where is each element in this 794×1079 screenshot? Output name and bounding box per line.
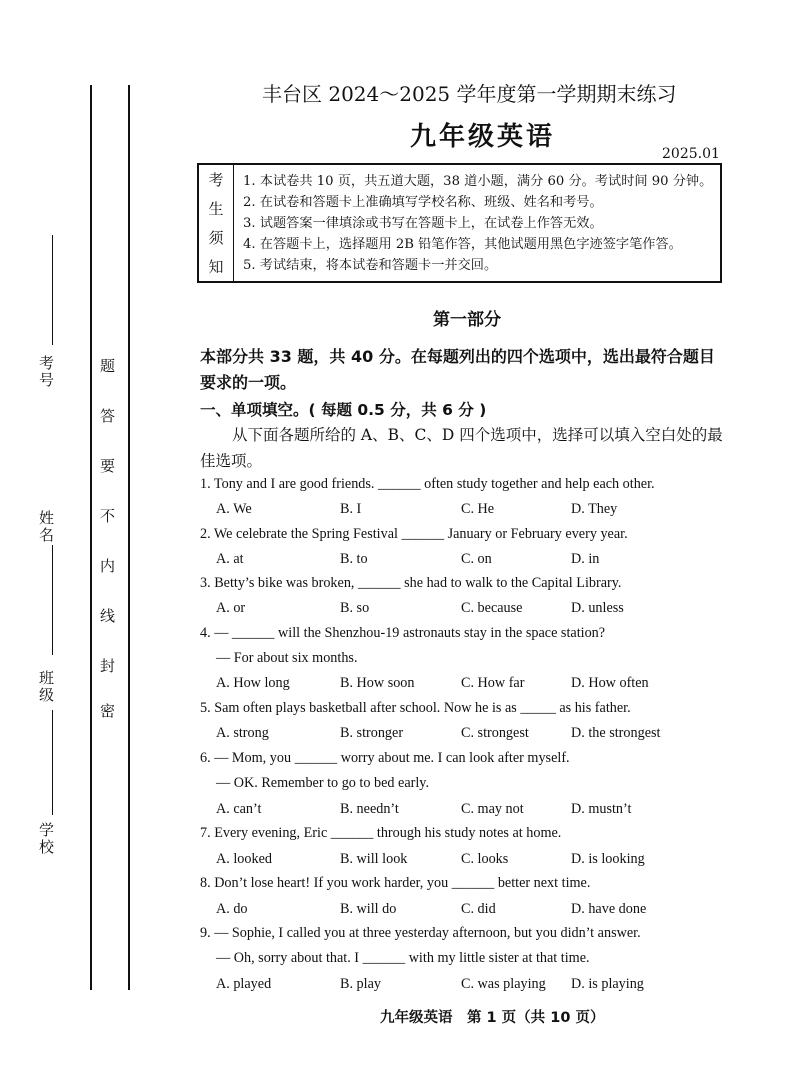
answer-option: C. How far xyxy=(461,675,525,691)
answer-option: B. to xyxy=(340,551,368,567)
notice-heading-char: 考 xyxy=(208,171,224,189)
notice-heading-char: 知 xyxy=(208,258,224,276)
notice-items xyxy=(243,171,712,276)
seal-char: 题 xyxy=(100,357,116,375)
seal-char: 不 xyxy=(100,507,116,525)
answer-option: A. played xyxy=(216,976,272,992)
question-line: 5. Sam often plays basketball after school. Now he is as _____ as his father. xyxy=(200,700,631,716)
answer-option: C. was playing xyxy=(461,976,546,992)
answer-option: C. because xyxy=(461,600,523,616)
question-line: 2. We celebrate the Spring Festival ______ January or February every year. xyxy=(200,526,628,542)
notice-item: 1. 本试卷共 10 页，共五道大题，38 道小题，满分 60 分。考试时间 90 分钟。 xyxy=(243,174,713,189)
question-line: 6. — Mom, you ______ worry about me. I can look after myself. xyxy=(200,750,570,766)
answer-option: C. He xyxy=(461,501,495,517)
seal-char: 要 xyxy=(100,457,116,475)
answer-option: A. do xyxy=(216,901,248,917)
section-instruction: 从下面各题所给的 A、B、C、D 四个选项中，选择可以填入空白处的最佳选项。 xyxy=(200,426,723,470)
answer-option: B. will look xyxy=(340,851,408,867)
seal-char: 答 xyxy=(100,407,116,425)
seal-char: 封 xyxy=(100,657,116,675)
answer-option: A. We xyxy=(216,501,252,517)
answer-option: B. I xyxy=(340,501,362,517)
name-label: 姓名 xyxy=(37,510,55,544)
answer-option: B. play xyxy=(340,976,381,992)
margin-binding-line-right xyxy=(128,85,130,990)
question-line: — For about six months. xyxy=(216,650,358,666)
class-field[interactable] xyxy=(52,710,53,815)
question-line: 8. Don’t lose heart! If you work harder, you ______ better next time. xyxy=(200,875,591,891)
answer-option: B. stronger xyxy=(340,725,404,741)
answer-option: B. How soon xyxy=(340,675,415,691)
question-line: — Oh, sorry about that. I ______ with my little sister at that time. xyxy=(216,950,590,966)
answer-option: C. on xyxy=(461,551,492,567)
answer-option: C. strongest xyxy=(461,725,529,741)
part-intro: 本部分共 33 题，共 40 分。在每题列出的四个选项中，选出最符合题目要求的一项。 xyxy=(200,347,715,392)
page-footer: 九年级英语 第 1 页（共 10 页） xyxy=(380,1010,605,1026)
candidate-notice-box xyxy=(197,163,722,283)
exam-number-field[interactable] xyxy=(52,235,53,345)
class-label: 班级 xyxy=(37,670,55,704)
answer-option: D. is playing xyxy=(571,976,644,992)
seal-char: 密 xyxy=(100,702,116,720)
question-line: 3. Betty’s bike was broken, ______ she had to walk to the Capital Library. xyxy=(200,575,622,591)
notice-item: 3. 试题答案一律填涂或书写在答题卡上，在试卷上作答无效。 xyxy=(243,216,603,231)
answer-option: C. looks xyxy=(461,851,509,867)
answer-option: D. in xyxy=(571,551,600,567)
answer-option: B. needn’t xyxy=(340,801,399,817)
notice-item: 4. 在答题卡上，选择题用 2B 铅笔作答，其他试题用黑色字迹签字笔作答。 xyxy=(243,237,682,252)
answer-option: C. may not xyxy=(461,801,524,817)
margin-binding-line-left xyxy=(90,85,92,990)
name-field[interactable] xyxy=(52,545,53,655)
answer-option: D. mustn’t xyxy=(571,801,632,817)
answer-option: D. How often xyxy=(571,675,649,691)
answer-option: B. so xyxy=(340,600,370,616)
answer-option: B. will do xyxy=(340,901,397,917)
notice-heading-char: 生 xyxy=(208,200,224,218)
question-line: 7. Every evening, Eric ______ through his study notes at home. xyxy=(200,825,562,841)
part-title: 第一部分 xyxy=(433,310,501,330)
notice-heading xyxy=(199,165,234,281)
exam-date: 2025.01 xyxy=(662,146,720,162)
exam-number-label: 考号 xyxy=(37,355,55,389)
notice-heading-char: 须 xyxy=(208,229,224,247)
seal-char: 线 xyxy=(100,607,116,625)
question-line: 4. — ______ will the Shenzhou-19 astronauts stay in the space station? xyxy=(200,625,606,641)
answer-option: A. looked xyxy=(216,851,272,867)
notice-item: 2. 在试卷和答题卡上准确填写学校名称、班级、姓名和考号。 xyxy=(243,195,603,210)
answer-option: A. How long xyxy=(216,675,290,691)
question-line: — OK. Remember to go to bed early. xyxy=(216,775,430,791)
question-line: 1. Tony and I are good friends. ______ often study together and help each other. xyxy=(200,476,655,492)
answer-option: D. have done xyxy=(571,901,647,917)
notice-item: 5. 考试结束，将本试卷和答题卡一并交回。 xyxy=(243,258,498,273)
answer-option: D. is looking xyxy=(571,851,645,867)
seal-char: 内 xyxy=(100,557,116,575)
subject-title: 九年级英语 xyxy=(410,122,556,152)
section-title: 一、单项填空。( 每题 0.5 分，共 6 分 ) xyxy=(200,401,487,419)
answer-option: A. or xyxy=(216,600,246,616)
answer-option: A. at xyxy=(216,551,244,567)
answer-option: A. strong xyxy=(216,725,269,741)
exam-title: 丰台区 2024～2025 学年度第一学期期末练习 xyxy=(262,82,677,106)
answer-option: D. unless xyxy=(571,600,624,616)
answer-option: A. can’t xyxy=(216,801,262,817)
answer-option: D. They xyxy=(571,501,618,517)
question-line: 9. — Sophie, I called you at three yesterday afternoon, but you didn’t answer. xyxy=(200,925,641,941)
answer-option: C. did xyxy=(461,901,496,917)
school-label: 学校 xyxy=(37,822,55,856)
answer-option: D. the strongest xyxy=(571,725,661,741)
